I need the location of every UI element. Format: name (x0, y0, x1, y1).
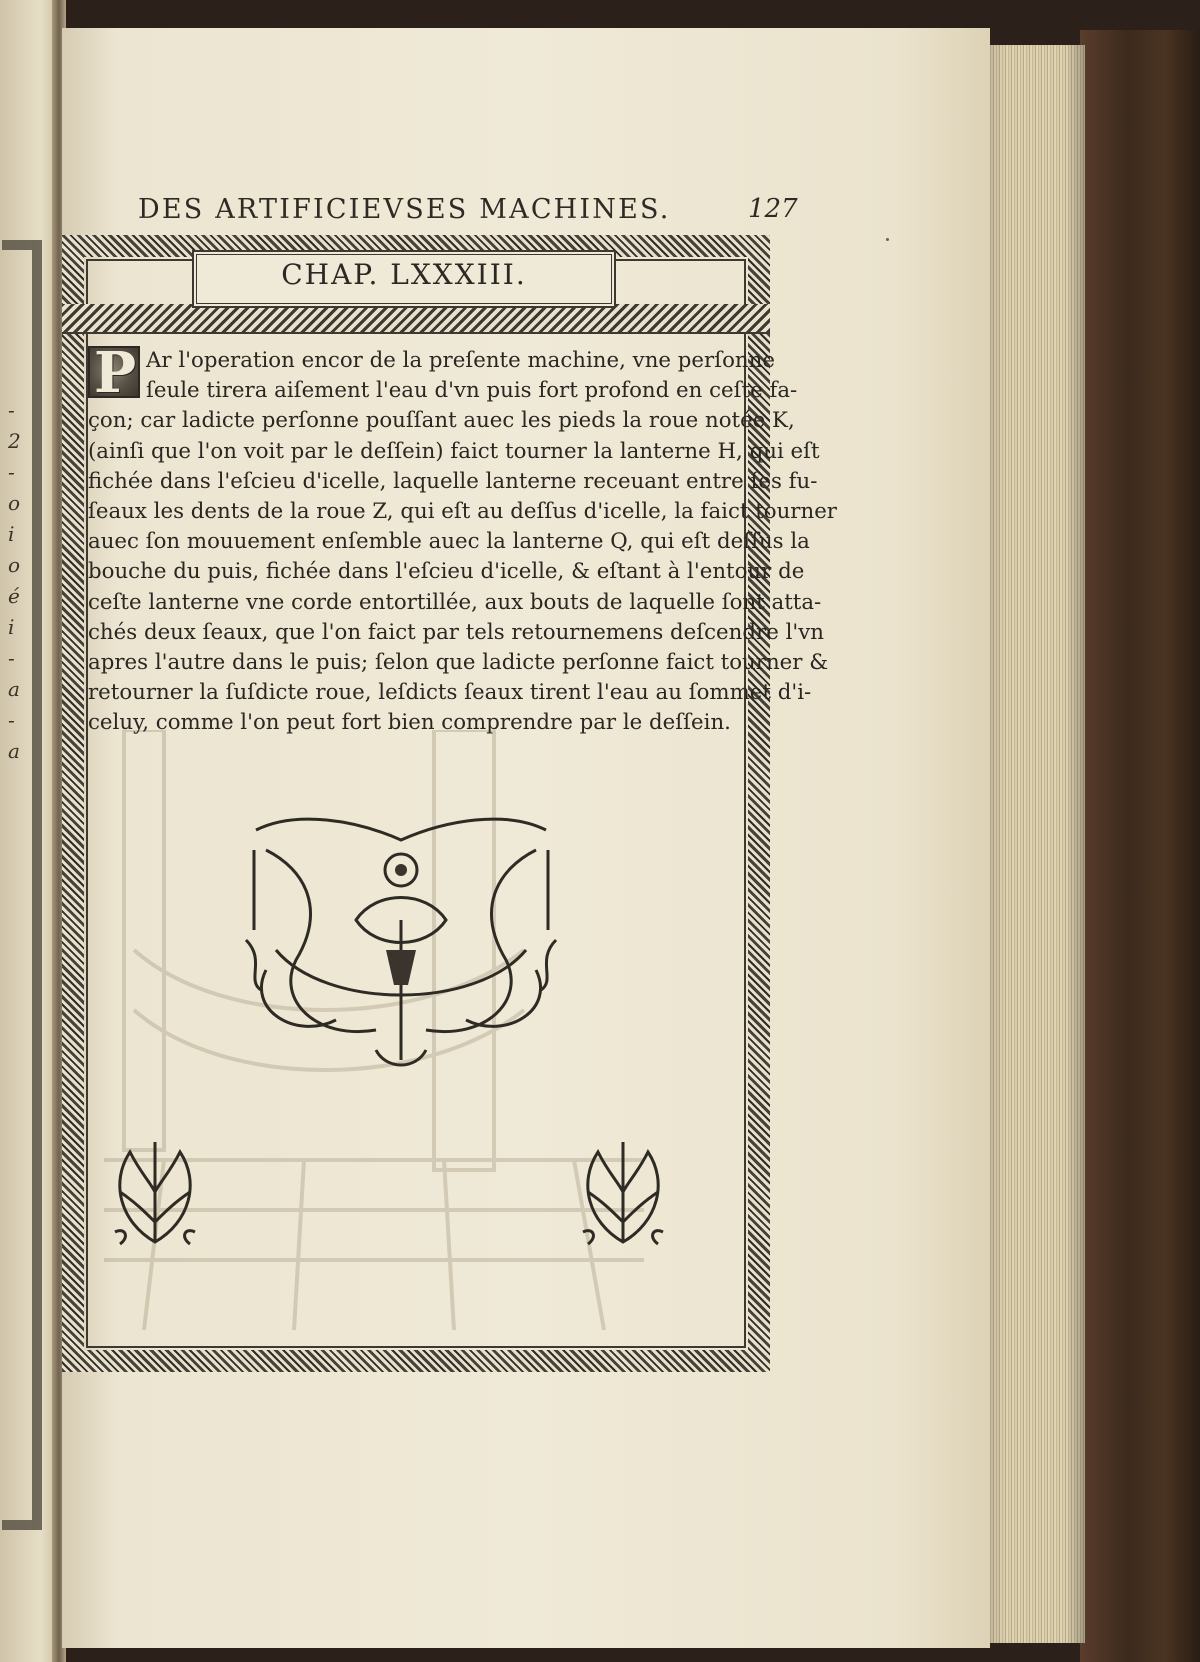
chapter-body-text (88, 346, 837, 739)
text-line: fichée dans l'eſcieu d'icelle, laquelle lanterne receuant entre ſes fu- (88, 468, 818, 494)
text-line: Ar l'operation encor de la preſente machine, vne perſonne (146, 348, 775, 373)
text-line: celuy, comme l'on peut fort bien comprendre par le deſſein. (88, 710, 731, 736)
decorated-initial: P (94, 340, 137, 406)
left-page-fragment: i (8, 615, 15, 639)
left-page-fragment: - (8, 398, 15, 422)
page-block-shade (985, 45, 1085, 1643)
center-ornament-cartouche (236, 810, 566, 1070)
page-number: 127 (748, 194, 798, 224)
title-ornament-band (62, 304, 770, 334)
left-page-fragment: - (8, 646, 15, 670)
left-page-fragment: - (8, 460, 15, 484)
text-line: ceſte lanterne vne corde entortillée, aux bouts de laquelle ſont atta- (88, 589, 822, 615)
text-line: (ainſi que l'on voit par le deſſein) faict tourner la lanterne H, qui eſt (88, 438, 820, 464)
text-line: çon; car ladicte perſonne pouſſant auec les pieds la roue notée K, (88, 408, 795, 434)
text-line: retourner la ſuſdicte roue, leſdicts ſeaux tirent l'eau au ſommet d'i- (88, 680, 812, 706)
left-page-text-fragments (8, 395, 38, 767)
left-page-fragment: o (8, 553, 21, 577)
left-page-fragment: a (8, 739, 20, 763)
left-page (0, 0, 58, 1662)
text-line: bouche du puis, fichée dans l'eſcieu d'icelle, & eſtant à l'entour de (88, 559, 805, 585)
text-line: ſeaux les dents de la roue Z, qui eſt au deſſus d'icelle, la faict tourner (88, 499, 837, 525)
book-cover-edge (1080, 30, 1200, 1662)
ink-speck (886, 238, 889, 241)
left-page-fragment: é (8, 584, 20, 608)
left-page-fragment: - (8, 708, 15, 732)
text-line: apres l'autre dans le puis; ſelon que ladicte perſonne faict tourner & (88, 650, 829, 676)
left-page-fragment: i (8, 522, 15, 546)
left-page-fragment: a (8, 677, 20, 701)
left-page-fragment: o (8, 491, 21, 515)
running-head: DES ARTIFICIEVSES MACHINES. (138, 194, 671, 225)
corner-ornament-left (100, 1132, 210, 1252)
corner-ornament-right (568, 1132, 678, 1252)
chapter-title: CHAP. LXXXIII. (281, 258, 527, 291)
left-page-fragment: 2 (8, 429, 21, 453)
text-line: auec ſon mouuement enſemble auec la lanterne Q, qui eſt deſſus la (88, 529, 810, 555)
text-line: ſeule tirera aiſement l'eau d'vn puis fort profond en ceſte fa- (146, 378, 798, 404)
text-line: chés deux ſeaux, que l'on faict par tels retournemens deſcendre l'vn (88, 619, 824, 645)
